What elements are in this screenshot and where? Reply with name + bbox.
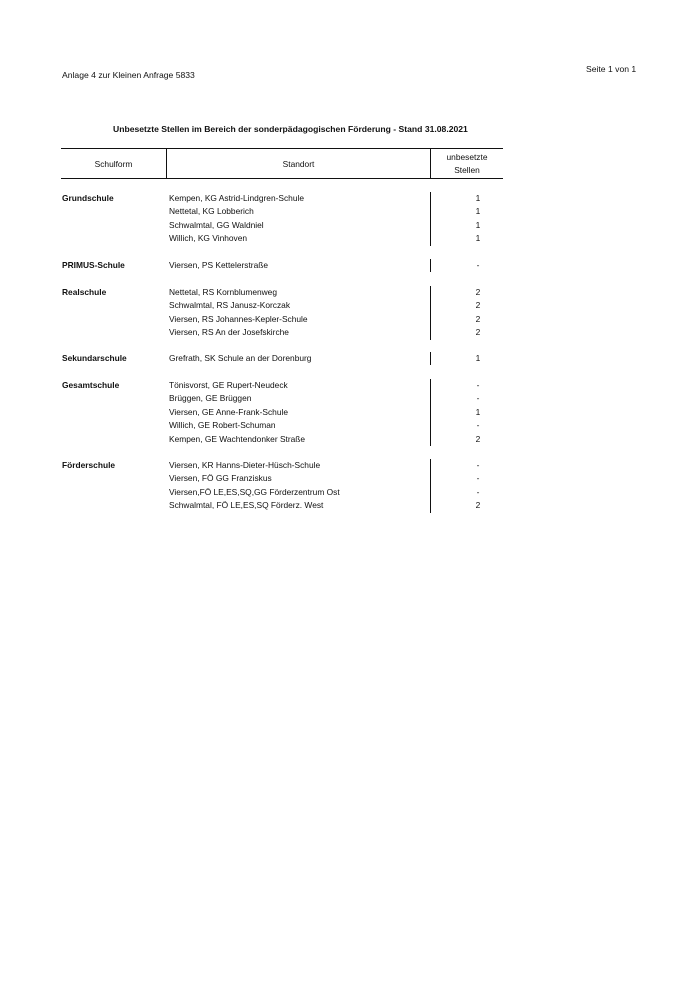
header-top-rule (61, 148, 503, 149)
standort-cell: Viersen, GE Anne-Frank-Schule (169, 406, 289, 417)
page-number: Seite 1 von 1 (586, 64, 637, 74)
standort-cell: Grefrath, SK Schule an der Dorenburg (169, 353, 312, 363)
stellen-cell: 2 (475, 433, 481, 444)
standort-cell: Willich, KG Vinhoven (169, 233, 248, 244)
table-row (0, 260, 700, 273)
document-title: Unbesetzte Stellen im Bereich der sonderpädagogischen Förderung - Stand 31.08.2021 (113, 124, 468, 134)
standort-cell: Kempen, GE Wachtendonker Straße (169, 433, 306, 444)
table-row (0, 300, 700, 313)
table-row (0, 327, 700, 340)
group-name: Realschule (62, 287, 107, 297)
group-name: Sekundarschule (62, 353, 127, 363)
standort-cell: Viersen, RS An der Josefskirche (169, 327, 289, 338)
group-name: Gesamtschule (62, 380, 120, 390)
header-stellen (431, 151, 503, 177)
stellen-cell: - (476, 486, 480, 497)
stellen-cell: 1 (475, 219, 481, 230)
stellen-cell: 2 (475, 300, 481, 311)
header-standort: Standort (282, 159, 315, 169)
stellen-cell: 1 (475, 353, 481, 363)
stellen-cell: 1 (475, 193, 481, 203)
group-name: Förderschule (62, 460, 116, 470)
table-row (0, 233, 700, 246)
stellen-cell: - (476, 460, 480, 470)
table-row (0, 206, 700, 219)
header-stellen-line1: unbesetzte (446, 152, 488, 162)
stellen-cell: 1 (475, 406, 481, 417)
table-row (0, 407, 700, 420)
standort-cell: Viersen, KR Hanns-Dieter-Hüsch-Schule (169, 460, 321, 470)
stellen-cell: 1 (475, 233, 481, 244)
group-name: Grundschule (62, 193, 114, 203)
table-row (0, 460, 700, 473)
standort-cell: Viersen,FÖ LE,ES,SQ,GG Förderzentrum Ost (169, 486, 340, 497)
header-schulform: Schulform (94, 159, 133, 169)
stellen-cell: - (476, 380, 480, 390)
standort-cell: Schwalmtal, GG Waldniel (169, 219, 264, 230)
table-row (0, 500, 700, 513)
stellen-cell: 1 (475, 206, 481, 217)
table-row (0, 314, 700, 327)
annex-label: Anlage 4 zur Kleinen Anfrage 5833 (62, 70, 195, 80)
standort-cell: Viersen, RS Johannes-Kepler-Schule (169, 313, 308, 324)
table-row (0, 473, 700, 486)
table-row (0, 287, 700, 300)
standort-cell: Nettetal, RS Kornblumenweg (169, 287, 277, 297)
standort-cell: Kempen, KG Astrid-Lindgren-Schule (169, 193, 305, 203)
standort-cell: Schwalmtal, FÖ LE,ES,SQ Förderz. West (169, 500, 324, 511)
stellen-cell: 2 (475, 500, 481, 511)
stellen-cell: 2 (475, 313, 481, 324)
table-row (0, 487, 700, 500)
table-row (0, 353, 700, 366)
standort-cell: Brüggen, GE Brüggen (169, 393, 252, 404)
stellen-cell: - (476, 473, 480, 484)
table-row (0, 434, 700, 447)
standort-cell: Nettetal, KG Lobberich (169, 206, 254, 217)
group-name: PRIMUS-Schule (62, 260, 125, 270)
stellen-cell: 2 (475, 327, 481, 338)
table-row (0, 393, 700, 406)
header-bottom-rule (61, 178, 503, 179)
header-stellen-line2: Stellen (454, 165, 480, 175)
standort-cell: Willich, GE Robert-Schuman (169, 420, 276, 431)
standort-cell: Tönisvorst, GE Rupert-Neudeck (169, 380, 288, 390)
stellen-cell: - (476, 260, 480, 270)
standort-cell: Schwalmtal, RS Janusz-Korczak (169, 300, 291, 311)
stellen-cell: - (476, 393, 480, 404)
table-row (0, 193, 700, 206)
stellen-cell: 2 (475, 287, 481, 297)
standort-cell: Viersen, FÖ GG Franziskus (169, 473, 272, 484)
table-row (0, 420, 700, 433)
table-row (0, 220, 700, 233)
stellen-cell: - (476, 420, 480, 431)
standort-cell: Viersen, PS Kettelerstraße (169, 260, 268, 270)
table-row (0, 380, 700, 393)
